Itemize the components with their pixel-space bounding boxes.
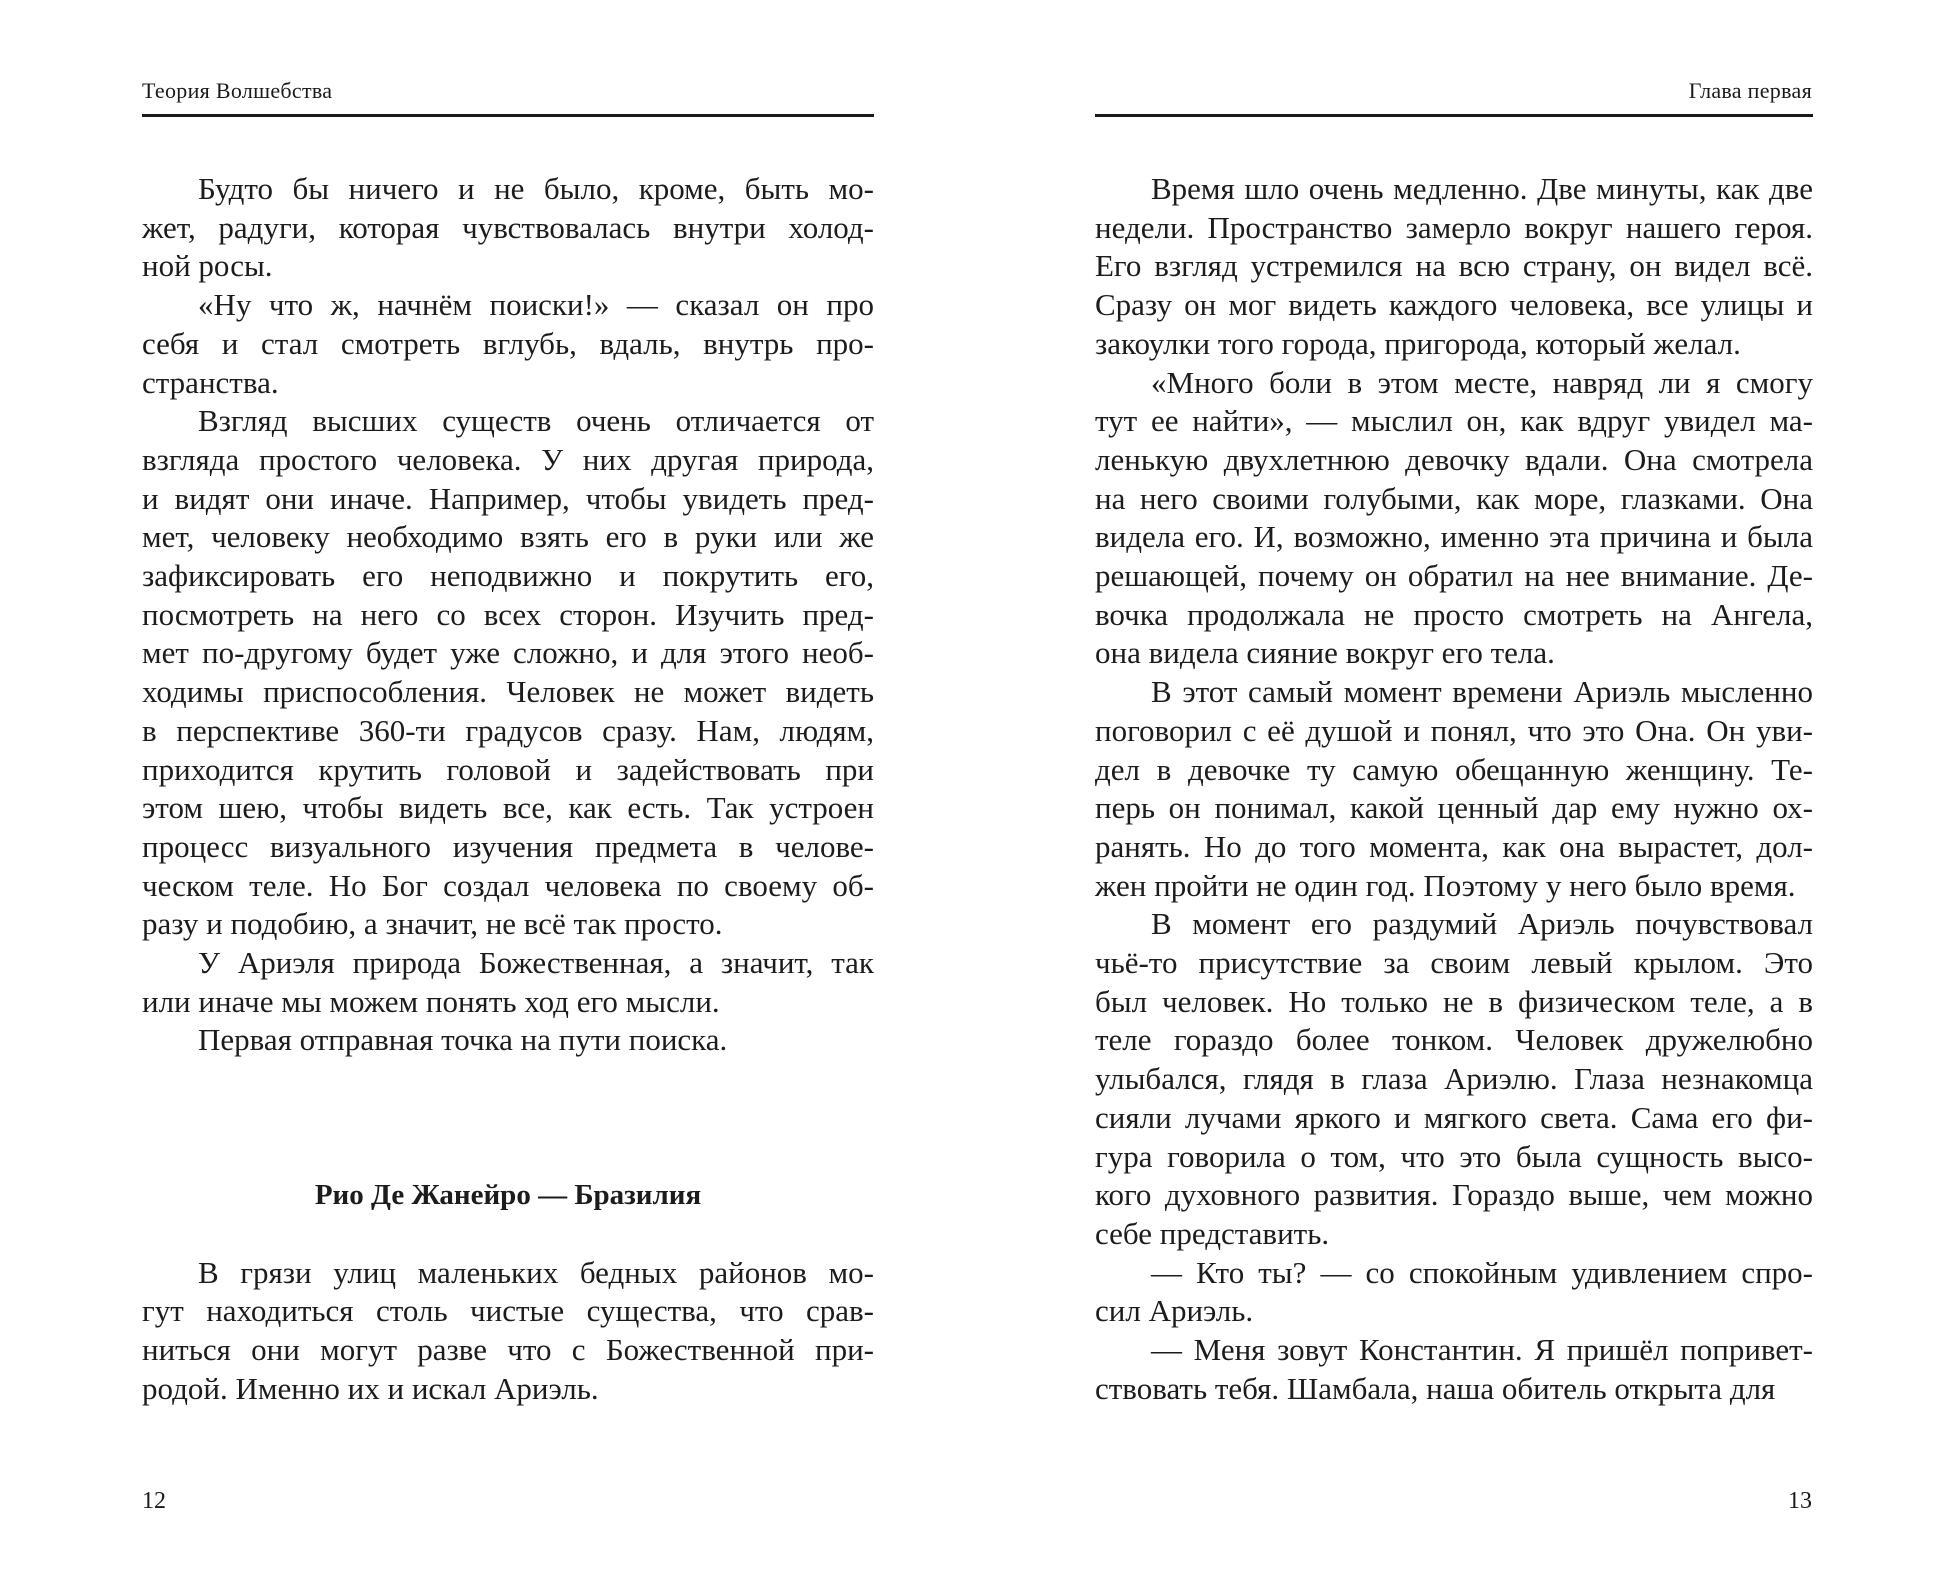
text-line: ленькую двухлетнюю девочку вдали. Она смотрела <box>1095 441 1813 477</box>
text-line: родой. Именно их и искал Ариэль. <box>142 1370 599 1406</box>
page-number-right: 13 <box>1788 1488 1812 1514</box>
section-gap-bottom <box>142 1215 874 1254</box>
text-line: Будто бы ничего и не было, кроме, быть мо- <box>198 171 874 206</box>
text-line: Сразу он мог видеть каждого человека, все улицы и <box>1095 287 1813 323</box>
text-line: и видят они иначе. Например, чтобы увидеть пред- <box>142 480 874 516</box>
text-line: мет, человеку необходимо взять его в руки или же <box>142 519 874 555</box>
section-gap-top <box>142 1060 874 1099</box>
text-line: теле гораздо более тонком. Человек дружелюбно <box>1095 1022 1813 1058</box>
left-paragraphs-after <box>142 1254 874 1409</box>
text-line: зафиксировать его неподвижно и покрутить его, <box>142 558 874 594</box>
header-rule-right <box>1095 114 1813 117</box>
text-line: перь он понимал, какой ценный дар ему нужно ох- <box>1095 790 1813 826</box>
text-line: чьё-то присутствие за своим левый крылом. Это <box>1095 945 1813 981</box>
text-line: недели. Пространство замерло вокруг нашего героя. <box>1095 209 1813 245</box>
text-line: Время шло очень медленно. Две минуты, как две <box>1151 171 1813 206</box>
text-line: — Кто ты? — со спокойным удивлением спро- <box>1151 1254 1813 1290</box>
text-line: процесс визуального изучения предмета в челове- <box>142 828 874 864</box>
text-line: был человек. Но только не в физическом теле, а в <box>1095 983 1813 1019</box>
text-line: вочка продолжала не просто смотреть на Ангела, <box>1095 596 1813 632</box>
text-line: в перспективе 360-ти градусов сразу. Нам, людям, <box>142 712 874 748</box>
text-line: сияли лучами яркого и мягкого света. Сама его фи- <box>1095 1099 1813 1135</box>
text-line: посмотреть на него со всех сторон. Изучить пред- <box>142 596 874 632</box>
text-line: ниться они могут разве что с Божественной при- <box>142 1332 874 1368</box>
text-line: тут ее найти», — мыслил он, как вдруг увидел ма- <box>1095 403 1813 439</box>
text-line: улыбался, глядя в глаза Ариэлю. Глаза незнакомца <box>1095 1061 1813 1097</box>
text-line: — Меня зовут Константин. Я пришёл попривет- <box>1151 1332 1813 1368</box>
text-line: этом шею, чтобы видеть все, как есть. Так устроен <box>142 790 874 826</box>
text-line: на него своими голубыми, как море, глазками. Она <box>1095 480 1813 516</box>
right-text-block <box>1095 170 1813 1409</box>
text-line: ческом теле. Но Бог создал человека по своему об- <box>142 867 874 903</box>
text-line: решающей, почему он обратил на нее внимание. Де- <box>1095 558 1813 594</box>
text-line: гут находиться столь чистые существа, что срав- <box>142 1293 874 1329</box>
left-paragraphs-before <box>142 170 874 1060</box>
text-line: себя и стал смотреть вглубь, вдаль, внутрь про- <box>142 325 874 361</box>
text-line: В грязи улиц маленьких бедных районов мо- <box>198 1254 874 1290</box>
text-line: ходимы приспособления. Человек не может видеть <box>142 674 874 710</box>
text-line: «Ну что ж, начнём поиски!» — сказал он про <box>198 287 874 323</box>
section-heading: Рио Де Жанейро — Бразилия <box>314 1179 702 1212</box>
text-line: взгляда простого человека. У них другая природа, <box>142 441 874 477</box>
text-line: ранять. Но до того момента, как она вырастет, дол- <box>1095 828 1813 864</box>
page-number-left: 12 <box>142 1488 166 1514</box>
text-line: приходится крутить головой и задействовать при <box>142 751 874 787</box>
text-line: себе представить. <box>1095 1215 1330 1251</box>
text-line: поговорил с её душой и понял, что это Она. Он уви- <box>1095 712 1813 748</box>
text-line: У Ариэля природа Божественная, а значит, так <box>198 945 874 981</box>
text-line: она видела сияние вокруг его тела. <box>1095 635 1555 671</box>
text-line: ной росы. <box>142 248 273 284</box>
running-head-left: Теория Волшебства <box>142 78 333 103</box>
left-text-block <box>142 170 874 1408</box>
text-line: разу и подобию, а значит, не всё так просто. <box>142 906 723 942</box>
text-line: жен пройти не один год. Поэтому у него было время. <box>1095 867 1796 903</box>
text-line: ствовать тебя. Шамбала, наша обитель открыта для <box>1095 1370 1776 1406</box>
section-gap-top <box>142 1138 874 1177</box>
text-line: В момент его раздумий Ариэль почувствовал <box>1151 906 1813 942</box>
text-line: видела его. И, возможно, именно эта причина и была <box>1095 519 1813 555</box>
text-line: сил Ариэль. <box>1095 1293 1254 1329</box>
text-line: закоулки того города, пригорода, который желал. <box>1095 325 1741 361</box>
text-line: гура говорила о том, что это была сущность высо- <box>1095 1138 1813 1174</box>
text-line: мет по-другому будет уже сложно, и для этого необ- <box>142 635 874 671</box>
text-line: дел в девочке ту самую обещанную женщину. Те- <box>1095 751 1813 787</box>
running-head-right: Глава первая <box>1688 78 1812 103</box>
text-line: кого духовного развития. Гораздо выше, чем можно <box>1095 1177 1813 1213</box>
text-line: Взгляд высших существ очень отличается от <box>198 403 874 439</box>
header-rule-left <box>142 114 874 117</box>
right-paragraphs <box>1095 170 1813 1409</box>
text-line: жет, радуги, которая чувствовалась внутри холод- <box>142 209 874 245</box>
text-line: Его взгляд устремился на всю страну, он видел всё. <box>1095 248 1813 284</box>
text-line: В этот самый момент времени Ариэль мысленно <box>1151 674 1813 710</box>
section-gap-top <box>142 1099 874 1138</box>
text-line: или иначе мы можем понять ход его мысли. <box>142 983 720 1019</box>
right-page <box>967 0 1934 1582</box>
text-line: «Много боли в этом месте, навряд ли я смогу <box>1151 364 1813 400</box>
text-line: Первая отправная точка на пути поиска. <box>198 1022 728 1058</box>
text-line: странства. <box>142 364 279 400</box>
